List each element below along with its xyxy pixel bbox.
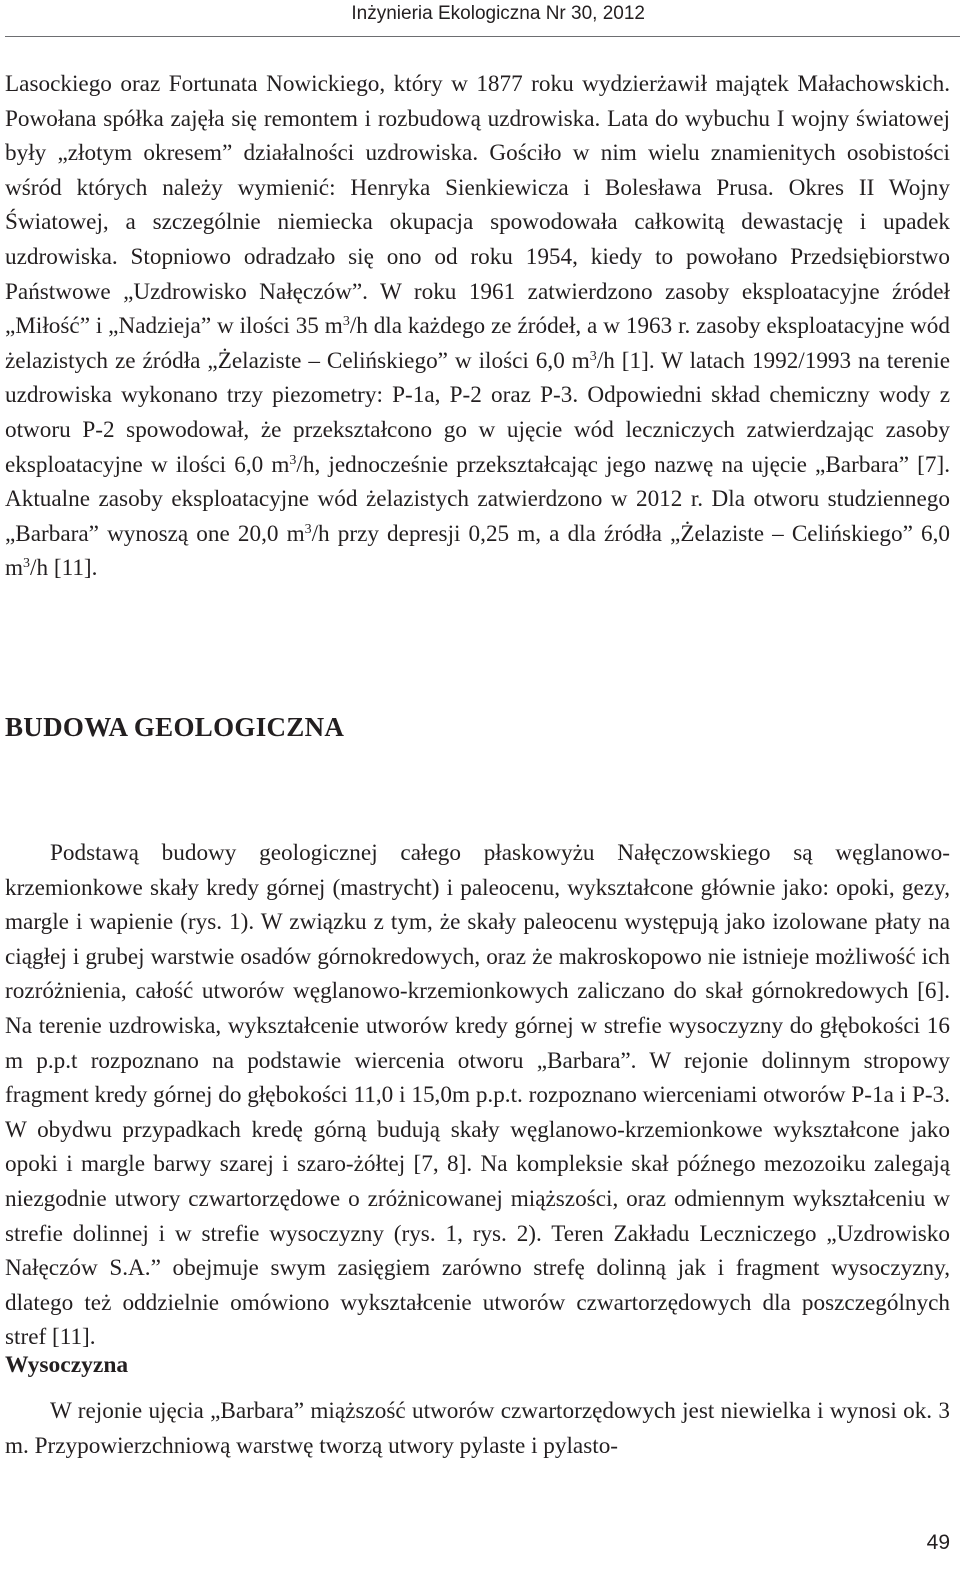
text-run: /h [1]. W latach 1992/1993 na terenie uzdrowiska wykonano trzy piezometry: P-1a, P-2 oraz P-3. Odpowiedni skład chemiczny wody z otworu P-2 spowodował, że przekształcono go w ujęcie wód leczniczych zatwierdzając zasoby eksploatacyjne w ilości 6,0 m bbox=[5, 347, 950, 478]
page-number: 49 bbox=[926, 1531, 950, 1554]
superscript: 3 bbox=[589, 348, 597, 364]
text-run: /h, jednocześnie przekształcając jego nazwę na ujęcie „Barbara” [7]. Aktualne zasoby eksploatacyjne wód żelazistych zatwierdzono w 2012 r. Dla otworu studziennego „Barbara” wynoszą one 20,0 m bbox=[5, 451, 950, 547]
intro-paragraph bbox=[5, 67, 950, 586]
text-run: /h przy depresji 0,25 m, a dla źródła „Żelaziste – Celińskiego” 6,0 m bbox=[5, 520, 950, 582]
superscript: 3 bbox=[23, 556, 31, 572]
subsection-heading: Wysoczyzna bbox=[5, 1352, 129, 1378]
section-paragraph: Podstawą budowy geologicznej całego płaskowyżu Nałęczowskiego są węglanowo-krzemionkowe skały kredy górnej (mastrycht) i paleocenu, wykształcone głównie jako: opoki, gezy, margle i wapienie (rys. 1). W związku z tym, że skały paleocenu występują jako izolowane płaty na ciągłej i grubej warstwie osadów górnokredowych, oraz że makroskopowo nie istnieje możliwość ich rozróżnienia, całość utworów węglanowo-krzemionkowych zaliczano do skał górnokredowych [6]. Na terenie uzdrowiska, wykształcenie utworów kredy górnej w strefie wysoczyzny do głębokości 16 m p.p.t rozpoznano na podstawie wiercenia otworu „Barbara”. W rejonie dolinnym stropowy fragment kredy górnej do głębokości 11,0 i 15,0m p.p.t. rozpoznano wierceniami otworów P-1a i P-3. W obydwu przypadkach kredę górną budują skały węglanowo-krzemionkowe wykształcone jako opoki i margle barwy szarej i szaro-żółtej [7, 8]. Na kompleksie skał późnego mezozoiku zalegają niezgodnie utwory czwartorzędowe o zróżnicowanej miąższości, oraz odmiennym wykształceniu w strefie dolinnej i w strefie wysoczyzny (rys. 1, rys. 2). Teren Zakładu Leczniczego „Uzdrowisko Nałęczów S.A.” obejmuje swym zasięgiem zarówno strefę dolinną jak i fragment wysoczyzny, dlatego też oddzielnie omówiono wykształcenie utworów czwartorzędowych dla poszczególnych stref [11]. bbox=[5, 840, 950, 1351]
journal-title: Inżynieria Ekologiczna Nr 30, 2012 bbox=[351, 3, 645, 24]
subsection-paragraph: W rejonie ujęcia „Barbara” miąższość utworów czwartorzędowych jest niewielka i wynosi ok. 3 m. Przypowierzchniową warstwę tworzą utwory pylaste i pylasto- bbox=[5, 1398, 950, 1459]
running-header bbox=[0, 0, 960, 40]
text-run: Lasockiego oraz Fortunata Nowickiego, który w 1877 roku wydzierżawił majątek Małachowskich. Powołana spółka zajęła się remontem i rozbudową uzdrowiska. Lata do wybuchu I wojny światowej były „złotym okresem” działalności uzdrowiska. Gościło w nim wielu znamienitych osobistości wśród których należy wymienić: Henryka Sienkiewicza i Bolesława Prusa. Okres II Wojny Światowej, a szczególnie niemiecka okupacja spowodowała całkowitą dewastację i upadek uzdrowiska. Stopniowo odradzało się ono od roku 1954, kiedy to powołano Przedsiębiorstwo Państwowe „Uzdrowisko Nałęczów”. W roku 1961 zatwierdzono zasoby eksploatacyjne źródeł „Miłość” i „Nadzieja” w ilości 35 m bbox=[5, 71, 950, 340]
superscript: 3 bbox=[289, 452, 297, 468]
text-run: /h dla każdego ze źródeł, a w 1963 r. zasoby eksploatacyjne wód żelazistych ze źródła „Żelaziste – Celińskiego” w ilości 6,0 m bbox=[5, 313, 950, 374]
header-divider bbox=[5, 36, 960, 37]
section-heading: BUDOWA GEOLOGICZNA bbox=[5, 712, 345, 742]
superscript: 3 bbox=[304, 521, 312, 537]
text-run: /h [11]. bbox=[30, 555, 98, 582]
superscript: 3 bbox=[342, 314, 350, 330]
